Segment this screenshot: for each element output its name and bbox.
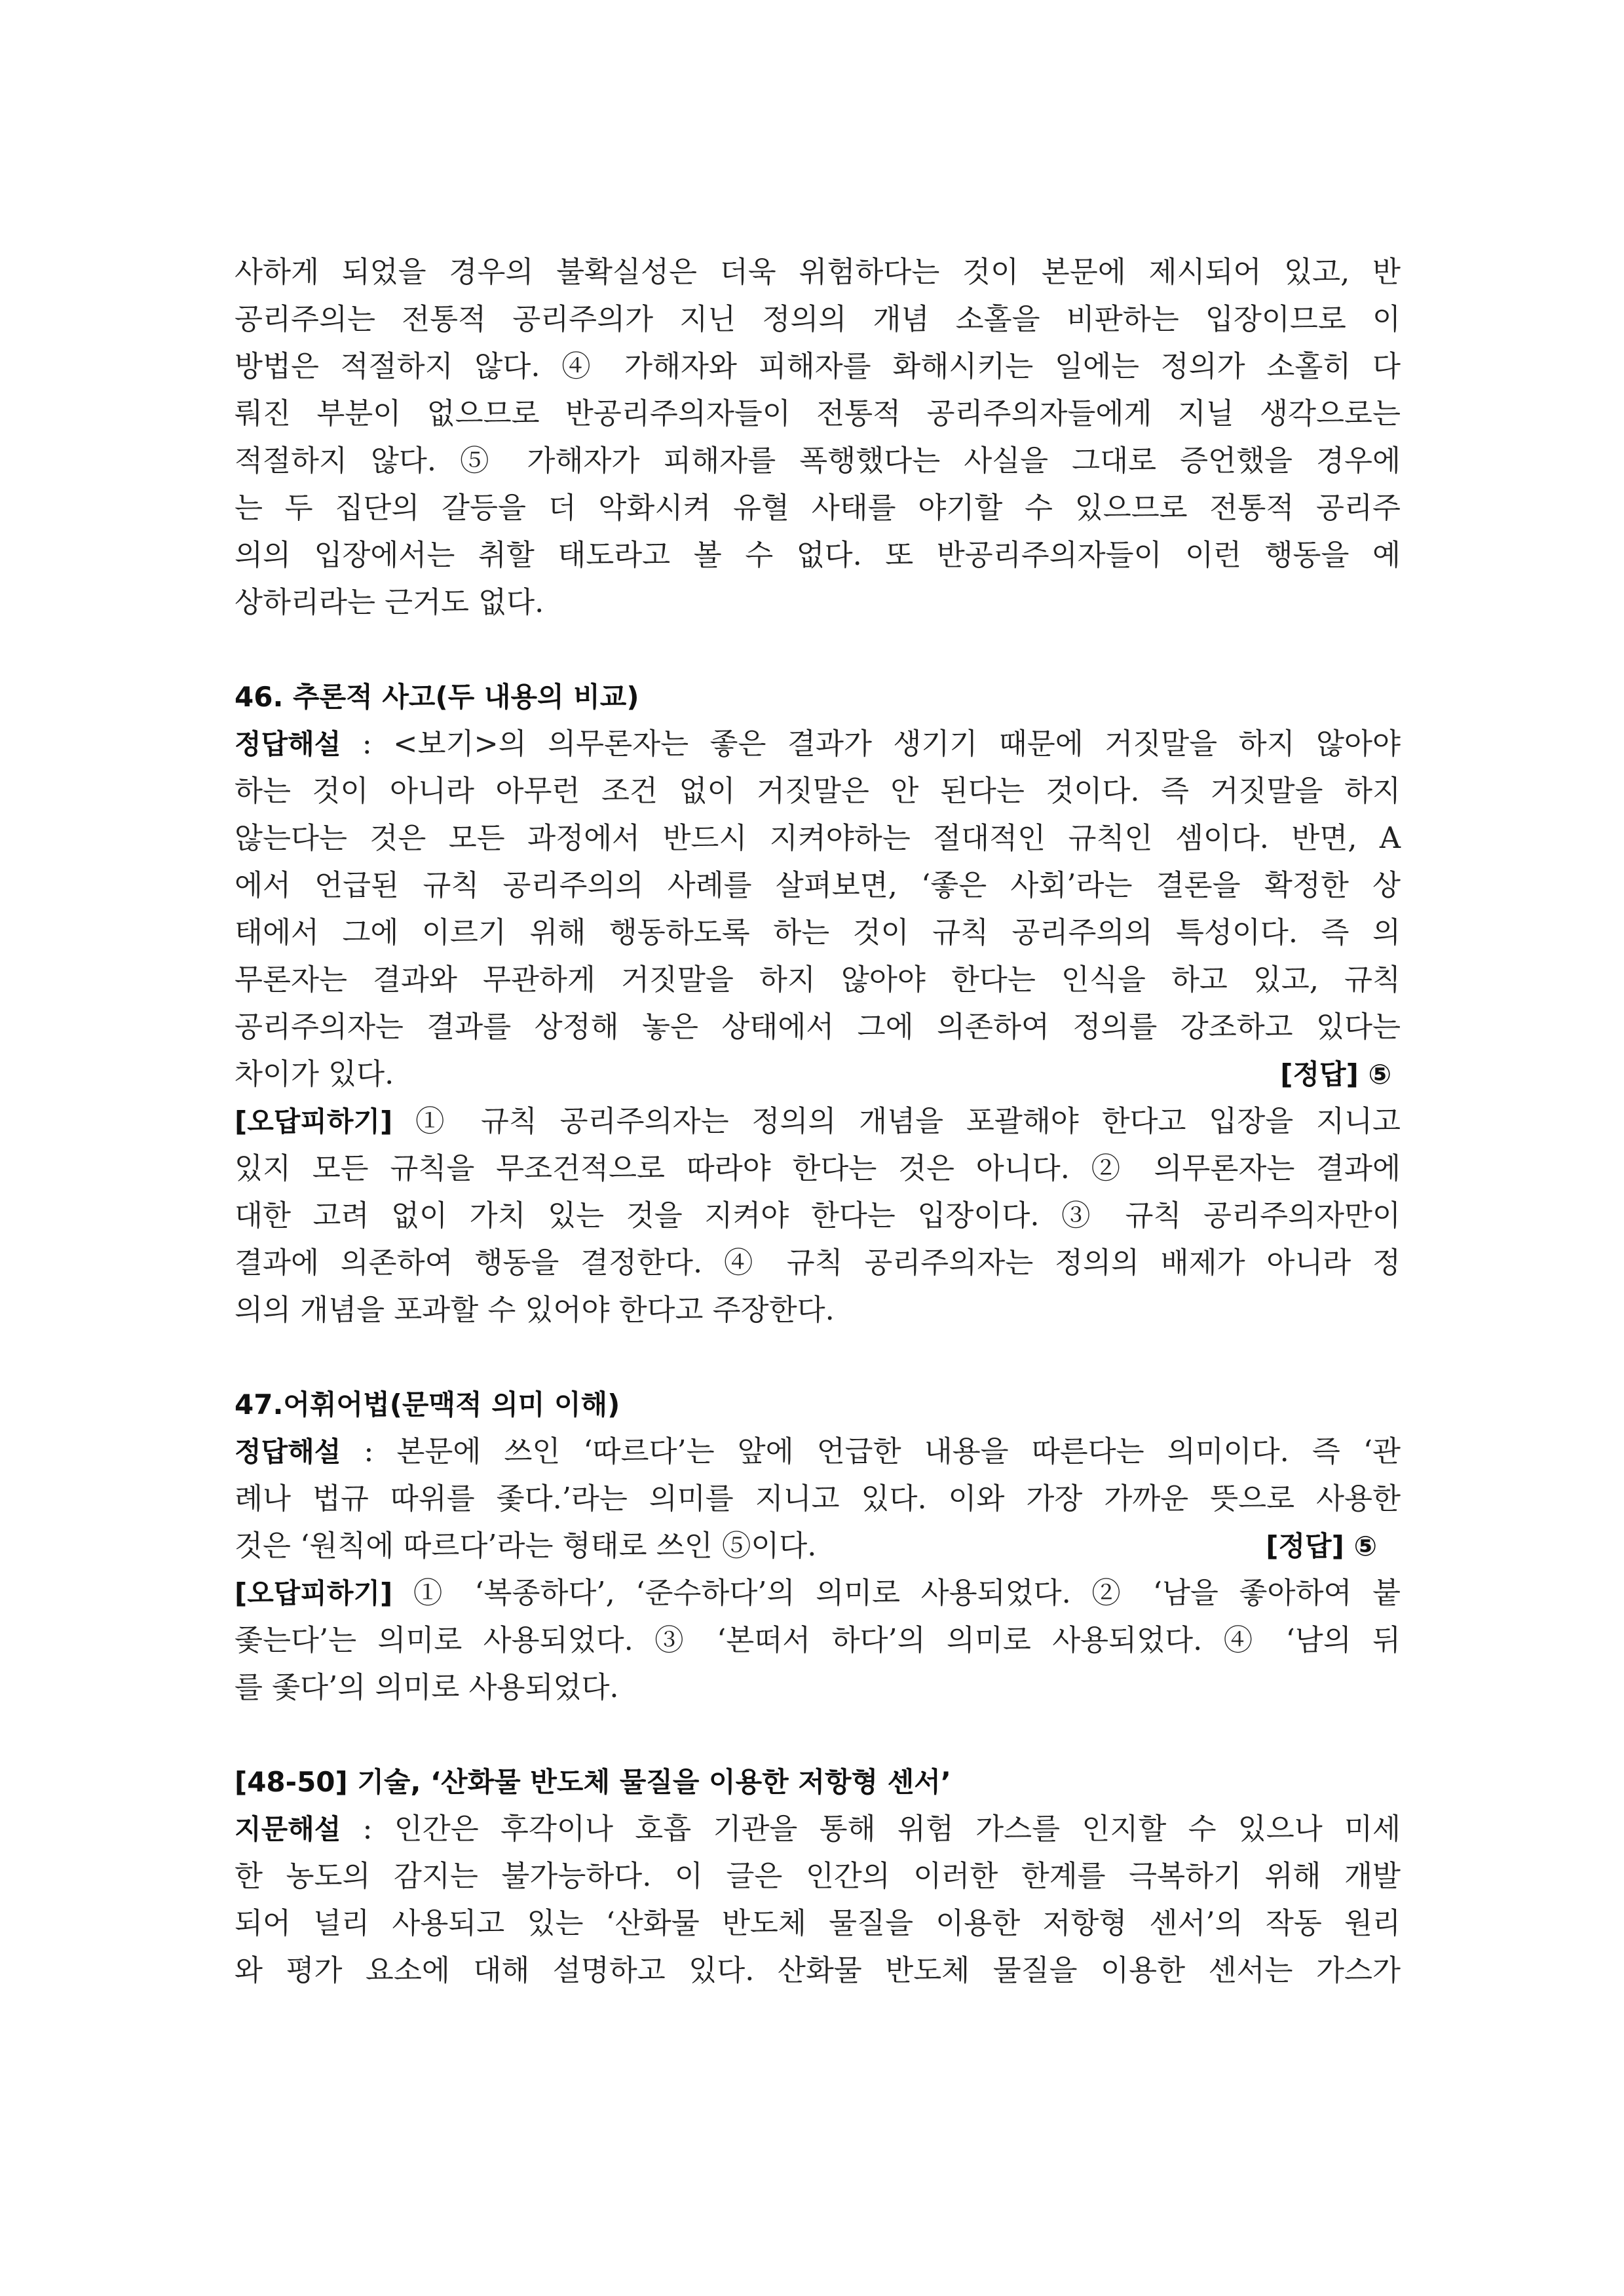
text-line: 결과에 의존하여 행동을 결정한다. ④ 규칙 공리주의자는 정의의 배제가 아니라 정 [235,1246,1401,1280]
text-line [235,1806,1401,1853]
text-line: 사하게 되었을 경우의 불확실성은 더욱 위험하다는 것이 본문에 제시되어 있고, 반 [235,256,1401,289]
text-line: 되어 널리 사용되고 있는 ‘산화물 반도체 물질을 이용한 저항형 센서’의 작동 원리 [235,1907,1401,1940]
q46-heading: 46. 추론적 사고(두 내용의 비교) [235,681,639,713]
q47-explanation-label: 정답해설 [235,1436,341,1468]
q46-explanation-label: 정답해설 [235,728,341,760]
text-line [235,721,1401,768]
text-fragment: : 인간은 후각이나 호흡 기관을 통해 위험 가스를 인지할 수 있으나 미세 [341,1812,1401,1846]
text-line [235,1098,1401,1145]
text-fragment: : <보기>의 의무론자는 좋은 결과가 생기기 때문에 거짓말을 하지 않아야 [341,727,1401,761]
q47-answer: [정답] ⑤ [1266,1530,1377,1562]
text-fragment: ① 규칙 공리주의자는 정의의 개념을 포괄해야 한다고 입장을 지니고 [392,1105,1401,1138]
text-line: 있지 모든 규칙을 무조건적으로 따라야 한다는 것은 아니다. ② 의무론자는 결과에 [235,1152,1401,1185]
text-line: 대한 고려 없이 가치 있는 것을 지켜야 한다는 입장이다. ③ 규칙 공리주의자만이 [235,1199,1401,1233]
text-line: 적절하지 않다. ⑤ 가해자가 피해자를 폭행했다는 사실을 그대로 증언했을 경우에 [235,444,1401,478]
text-line: 하는 것이 아니라 아무런 조건 없이 거짓말은 안 된다는 것이다. 즉 거짓말을 하지 [235,775,1401,808]
text-fragment: 차이가 있다. [235,1058,394,1091]
text-line: 태에서 그에 이르기 위해 행동하도록 하는 것이 규칙 공리주의의 특성이다. 즉 의 [235,916,1401,949]
text-line: 좇는다’는 의미로 사용되었다. ③ ‘본떠서 하다’의 의미로 사용되었다. ④ ‘남의 뒤 [235,1624,1401,1657]
text-line: 에서 언급된 규칙 공리주의의 사례를 살펴보면, ‘좋은 사회’라는 결론을 확정한 상 [235,869,1401,902]
text-line: 무론자는 결과와 무관하게 거짓말을 하지 않아야 한다는 인식을 하고 있고, 규칙 [235,963,1401,997]
document-page [235,249,1401,1995]
text-fragment: 것은 ‘원칙에 따르다’라는 형태로 쓰인 ⑤이다. [235,1529,817,1563]
q47-section [235,1381,1401,1712]
text-line: 의의 개념을 포과할 수 있어야 한다고 주장한다. [235,1293,835,1327]
q48-passage-label: 지문해설 [235,1813,341,1845]
section-gap [235,626,1401,674]
continuation-paragraph [235,249,1401,626]
q47-wrong-label: [오답피하기] [235,1577,393,1609]
text-line: 않는다는 것은 모든 과정에서 반드시 지켜야하는 절대적인 규칙인 셈이다. 반면, A [235,822,1401,855]
text-line [235,1428,1401,1476]
text-line [235,1051,1401,1098]
q47-heading: 47.어휘어법(문맥적 의미 이해) [235,1388,620,1421]
q46-answer: [정답] ⑤ [1280,1058,1391,1090]
text-line: 공리주의자는 결과를 상정해 놓은 상태에서 그에 의존하여 정의를 강조하고 있다는 [235,1010,1401,1044]
q48-heading: [48-50] 기술, ‘산화물 반도체 물질을 이용한 저항형 센서’ [235,1766,951,1798]
text-line [235,1570,1401,1617]
section-gap [235,1712,1401,1759]
text-line: 상하리라는 근거도 없다. [235,586,544,619]
q46-wrong-label: [오답피하기] [235,1105,393,1138]
text-line: 공리주의는 전통적 공리주의가 지닌 정의의 개념 소홀을 비판하는 입장이므로 이 [235,303,1401,336]
text-line: 뤄진 부분이 없으므로 반공리주의자들이 전통적 공리주의자들에게 지닐 생각으로는 [235,397,1401,430]
q46-section [235,674,1401,1334]
text-fragment: ① ‘복종하다’, ‘준수하다’의 의미로 사용되었다. ② ‘남을 좋아하여 붙 [392,1577,1401,1610]
section-gap [235,1334,1401,1381]
text-line: 와 평가 요소에 대해 설명하고 있다. 산화물 반도체 물질을 이용한 센서는 가스가 [235,1954,1401,1987]
text-line: 를 좇다’의 의미로 사용되었다. [235,1671,619,1704]
text-line: 방법은 적절하지 않다. ④ 가해자와 피해자를 화해시키는 일에는 정의가 소홀히 다 [235,350,1401,383]
text-line: 례나 법규 따위를 좇다.’라는 의미를 지니고 있다. 이와 가장 가까운 뜻으로 사용한 [235,1482,1401,1516]
text-line: 의의 입장에서는 취할 태도라고 볼 수 없다. 또 반공리주의자들이 이런 행동을 예 [235,539,1401,572]
text-line: 는 두 집단의 갈등을 더 악화시켜 유혈 사태를 야기할 수 있으므로 전통적 공리주 [235,491,1401,525]
text-line: 한 농도의 감지는 불가능하다. 이 글은 인간의 이러한 한계를 극복하기 위해 개발 [235,1860,1401,1893]
text-fragment: : 본문에 쓰인 ‘따르다’는 앞에 언급한 내용을 따른다는 의미이다. 즉 ‘관 [341,1435,1401,1468]
text-line [235,1523,1401,1570]
q48-section [235,1759,1401,1995]
